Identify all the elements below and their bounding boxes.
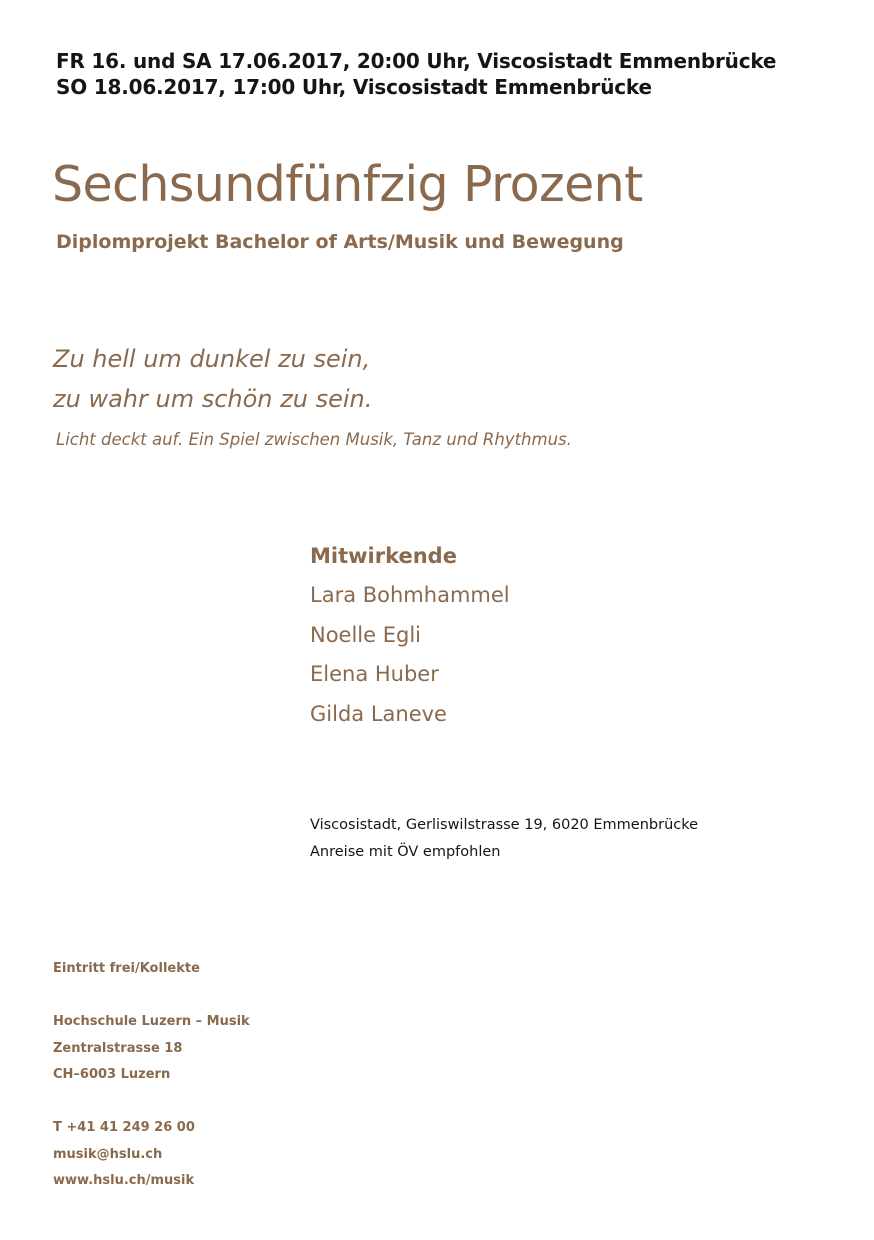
contact-info [53, 1115, 195, 1195]
cast-member: Noelle Egli [310, 622, 422, 647]
event-date-line: FR 16. und SA 17.06.2017, 20:00 Uhr, Viscosistadt Emmenbrücke [56, 49, 777, 73]
cast-member: Lara Bohmhammel [310, 583, 510, 607]
cast-list [310, 576, 510, 734]
venue-address: Viscosistadt, Gerliswilstrasse 19, 6020 Emmenbrücke [310, 817, 699, 833]
venue-info [310, 812, 698, 866]
event-date-line: SO 18.06.2017, 17:00 Uhr, Viscosistadt Emmenbrücke [56, 75, 652, 99]
cast-member: Elena Huber [310, 662, 439, 686]
cast-section [310, 536, 510, 734]
page-subtitle: Diplomprojekt Bachelor of Arts/Musik und Bewegung [56, 231, 624, 253]
institution-city: CH–6003 Luzern [53, 1067, 171, 1082]
institution-street: Zentralstrasse 18 [53, 1040, 183, 1056]
page-title: Sechsundfünfzig Prozent [52, 156, 643, 213]
venue-note: Anreise mit ÖV empfohlen [310, 844, 501, 860]
cast-member: Gilda Laneve [310, 701, 447, 726]
quote-line: zu wahr um schön zu sein. [53, 385, 373, 413]
institution-name: Hochschule Luzern – Musik [53, 1014, 250, 1029]
contact-phone: T +41 41 249 26 00 [53, 1120, 195, 1135]
institution-address [53, 1009, 250, 1089]
quote-subline: Licht deckt auf. Ein Spiel zwischen Musik, Tanz und Rhythmus. [56, 430, 572, 449]
quote [53, 339, 372, 419]
event-dates [56, 48, 776, 100]
contact-website: www.hslu.ch/musik [53, 1173, 195, 1188]
quote-line: Zu hell um dunkel zu sein, [53, 345, 371, 373]
entry-text: Eintritt frei/Kollekte [53, 961, 200, 976]
contact-email: musik@hslu.ch [53, 1146, 163, 1162]
entry-info [53, 956, 200, 983]
cast-heading: Mitwirkende [310, 544, 457, 568]
